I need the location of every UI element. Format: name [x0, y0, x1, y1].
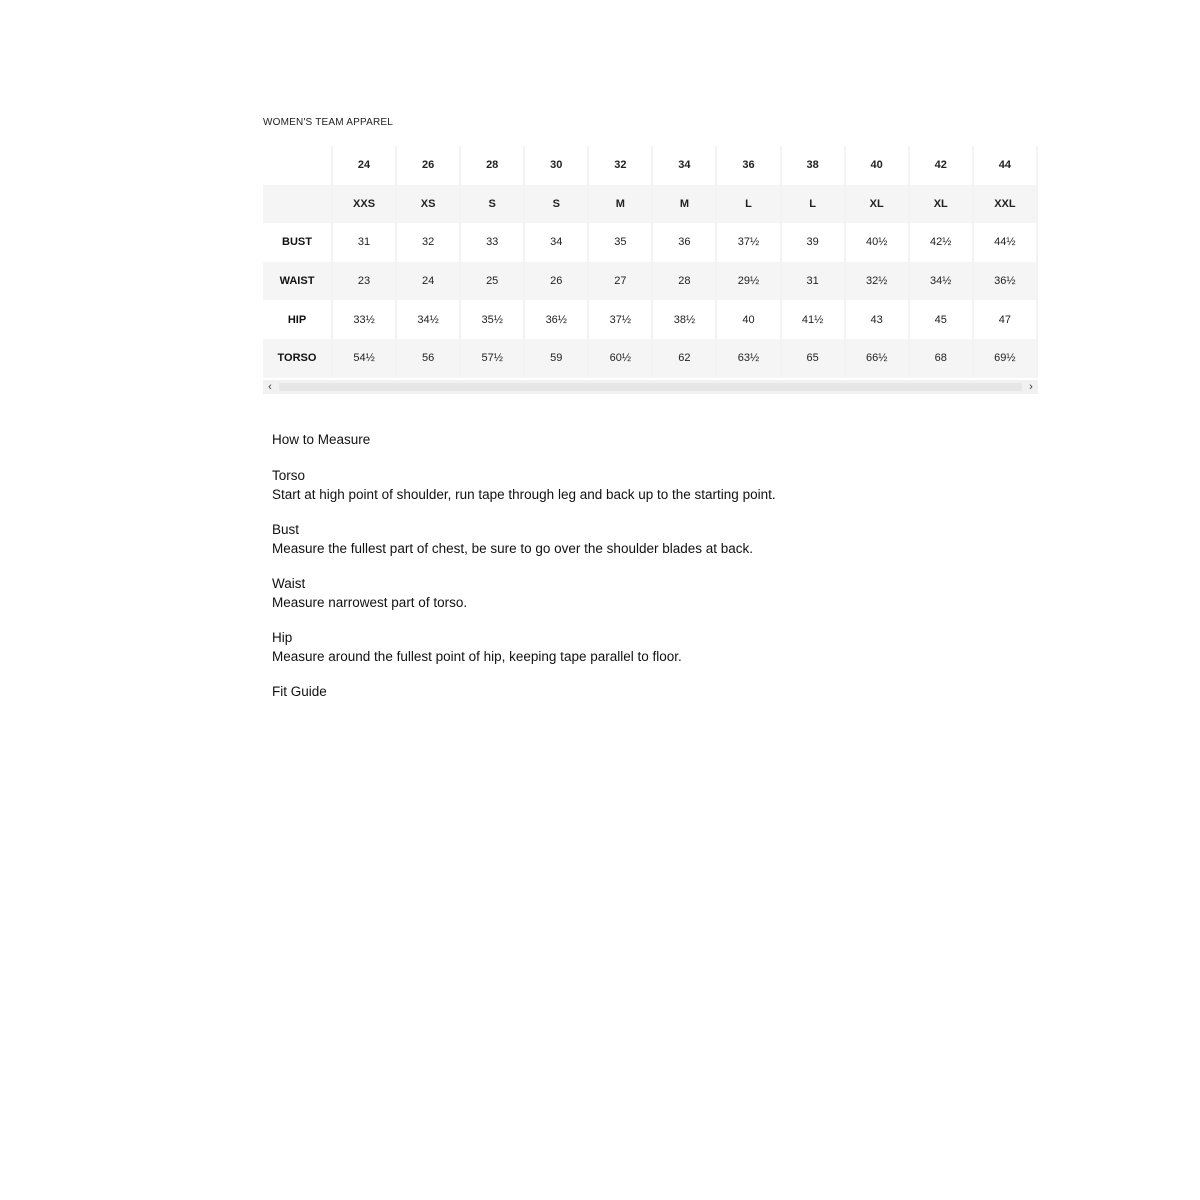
guide-section-text: Measure the fullest part of chest, be sure to go over the shoulder blades at back. [272, 541, 754, 556]
table-cell: 45 [909, 300, 973, 339]
row-label [263, 185, 332, 224]
table-cell: 66½ [845, 339, 909, 378]
table-cell: 32½ [845, 262, 909, 301]
table-cell: 36½ [973, 262, 1037, 301]
table-cell: 34½ [909, 262, 973, 301]
table-cell: 40½ [845, 223, 909, 262]
table-cell: 57½ [460, 339, 524, 378]
table-cell: 27 [588, 262, 652, 301]
table-cell: 31 [332, 223, 396, 262]
table-cell: 32 [588, 146, 652, 185]
table-cell: 35 [588, 223, 652, 262]
table-cell: XXS [332, 185, 396, 224]
table-cell: L [716, 185, 780, 224]
table-cell: 65 [781, 339, 845, 378]
table-row [263, 185, 1037, 224]
table-cell: 44½ [973, 223, 1037, 262]
table-cell: 31 [781, 262, 845, 301]
table-cell: 68 [909, 339, 973, 378]
table-cell: 56 [396, 339, 460, 378]
table-row [263, 339, 1037, 378]
table-cell: 43 [845, 300, 909, 339]
chevron-right-icon[interactable]: › [1029, 380, 1033, 393]
size-table [263, 146, 1038, 378]
table-cell: XXL [973, 185, 1037, 224]
table-cell: 54½ [332, 339, 396, 378]
table-cell: 40 [716, 300, 780, 339]
row-label: HIP [263, 300, 332, 339]
table-cell: 39 [781, 223, 845, 262]
table-cell: S [460, 185, 524, 224]
table-cell: 30 [524, 146, 588, 185]
guide-section-title: Torso [272, 468, 306, 483]
table-cell: 42½ [909, 223, 973, 262]
guide-section-text: Measure around the fullest point of hip, keeping tape parallel to floor. [272, 649, 682, 664]
table-cell: M [652, 185, 716, 224]
row-label: WAIST [263, 262, 332, 301]
table-cell: 37½ [588, 300, 652, 339]
table-cell: 26 [524, 262, 588, 301]
table-cell: XL [909, 185, 973, 224]
table-cell: 35½ [460, 300, 524, 339]
table-cell: 24 [396, 262, 460, 301]
table-cell: 33½ [332, 300, 396, 339]
table-cell: 40 [845, 146, 909, 185]
horizontal-scrollbar[interactable] [263, 380, 1038, 394]
fit-guide-link[interactable]: Fit Guide [272, 684, 327, 699]
table-cell: 28 [652, 262, 716, 301]
table-cell: 34 [524, 223, 588, 262]
scroll-track[interactable] [279, 383, 1022, 391]
table-cell: 44 [973, 146, 1037, 185]
guide-section-text: Measure narrowest part of torso. [272, 595, 468, 610]
how-to-measure-heading: How to Measure [272, 432, 371, 447]
table-cell: XL [845, 185, 909, 224]
row-label: TORSO [263, 339, 332, 378]
table-cell: 23 [332, 262, 396, 301]
table-cell: 36½ [524, 300, 588, 339]
row-label: BUST [263, 223, 332, 262]
table-cell: 36 [716, 146, 780, 185]
guide-section-text: Start at high point of shoulder, run tape through leg and back up to the starting point. [272, 487, 776, 502]
row-label [263, 146, 332, 185]
table-cell: 26 [396, 146, 460, 185]
table-cell: S [524, 185, 588, 224]
table-cell: 59 [524, 339, 588, 378]
table-cell: 37½ [716, 223, 780, 262]
guide-section-hip [272, 628, 1032, 666]
table-cell: 38 [781, 146, 845, 185]
guide-section-title: Waist [272, 576, 306, 591]
table-cell: 63½ [716, 339, 780, 378]
table-row [263, 223, 1037, 262]
table-cell: 29½ [716, 262, 780, 301]
table-cell: 34 [652, 146, 716, 185]
table-cell: L [781, 185, 845, 224]
table-row [263, 300, 1037, 339]
table-cell: 34½ [396, 300, 460, 339]
size-table-container [263, 146, 1038, 394]
guide-section-title: Bust [272, 522, 300, 537]
table-cell: 28 [460, 146, 524, 185]
size-chart-title: WOMEN'S TEAM APPAREL [263, 117, 394, 128]
table-cell: 36 [652, 223, 716, 262]
measure-guide [272, 430, 1032, 701]
table-cell: M [588, 185, 652, 224]
table-cell: 62 [652, 339, 716, 378]
table-cell: 38½ [652, 300, 716, 339]
guide-section-waist [272, 574, 1032, 612]
table-cell: 60½ [588, 339, 652, 378]
table-cell: XS [396, 185, 460, 224]
table-cell: 69½ [973, 339, 1037, 378]
table-cell: 32 [396, 223, 460, 262]
chevron-left-icon[interactable]: ‹ [268, 380, 272, 393]
table-cell: 24 [332, 146, 396, 185]
table-cell: 25 [460, 262, 524, 301]
table-cell: 41½ [781, 300, 845, 339]
guide-section-bust [272, 520, 1032, 558]
guide-section-title: Hip [272, 630, 293, 645]
table-row [263, 146, 1037, 185]
table-row [263, 262, 1037, 301]
table-cell: 33 [460, 223, 524, 262]
table-cell: 47 [973, 300, 1037, 339]
table-cell: 42 [909, 146, 973, 185]
guide-section-torso [272, 466, 1032, 504]
